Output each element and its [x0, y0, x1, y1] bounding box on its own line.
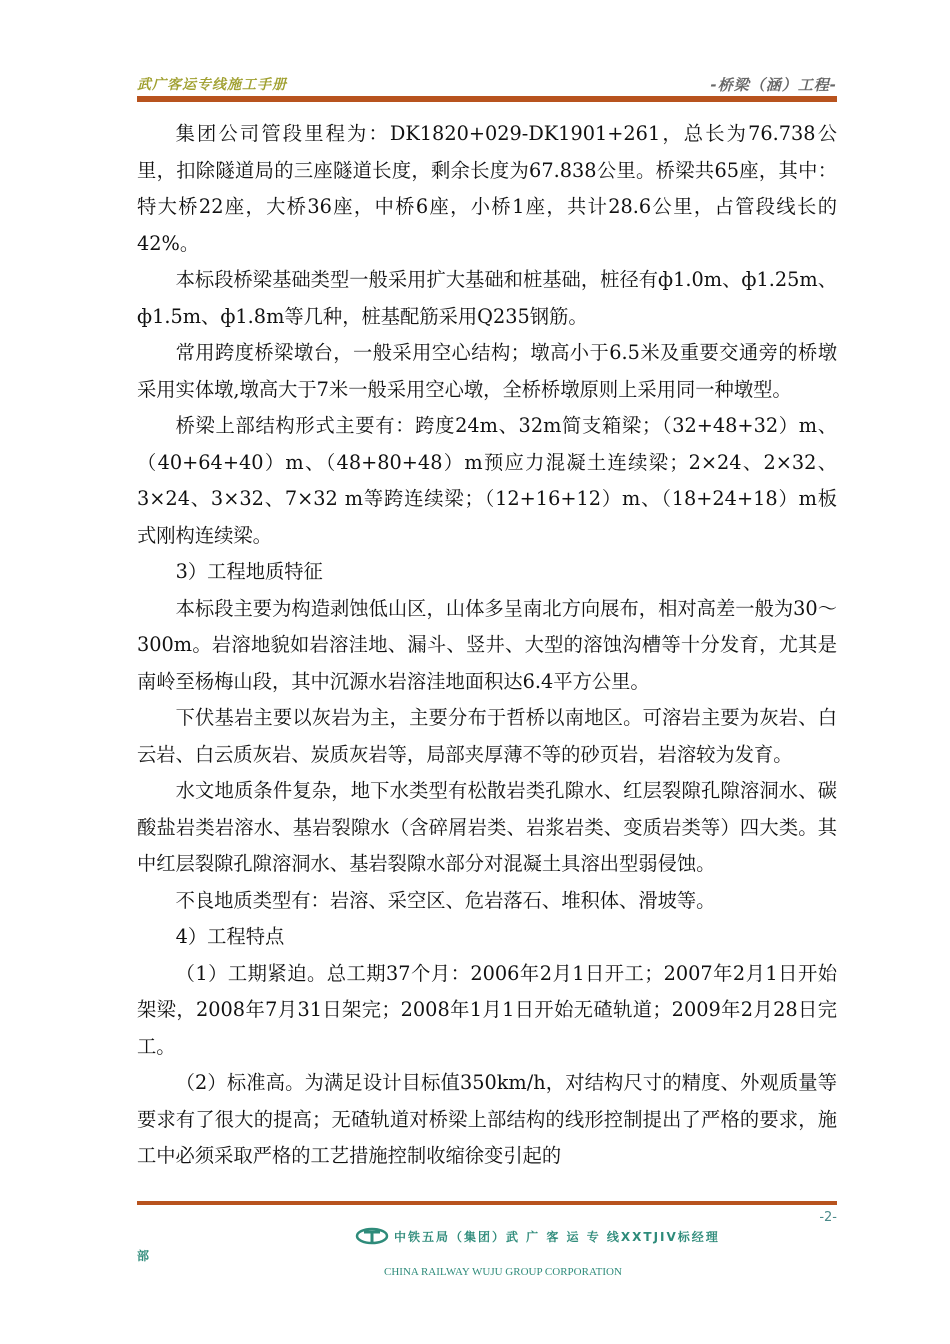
document-body	[137, 116, 837, 1175]
paragraph: （2）标准高。为满足设计目标值350km/h，对结构尺寸的精度、外观质量等要求有了很大的提高；无碴轨道对桥梁上部结构的线形控制提出了严格的要求，施工中必须采取严格的工艺措施控制收缩徐变引起的	[137, 1071, 837, 1167]
page-number: -2-	[819, 1210, 837, 1225]
running-header-title: 武广客运专线施工手册	[137, 77, 287, 93]
running-header-section: -桥梁（涵）工程-	[710, 76, 837, 94]
header-divider	[137, 96, 837, 102]
footer-divider	[137, 1201, 837, 1205]
paragraph: 本标段桥梁基础类型一般采用扩大基础和桩基础，桩径有ф1.0m、ф1.25m、ф1.5m、ф1.8m等几种，桩基配筋采用Q235钢筋。	[137, 268, 837, 328]
paragraph: 下伏基岩主要以灰岩为主，主要分布于哲桥以南地区。可溶岩主要为灰岩、白云岩、白云质灰岩、炭质灰岩等，局部夹厚薄不等的砂页岩，岩溶较为发育。	[137, 706, 837, 766]
paragraph: 不良地质类型有：岩溶、采空区、危岩落石、堆积体、滑坡等。	[175, 888, 716, 912]
paragraph: 本标段主要为构造剥蚀低山区，山体多呈南北方向展布，相对高差一般为30～300m。岩溶地貌如岩溶洼地、漏斗、竖井、大型的溶蚀沟槽等十分发育，尤其是南岭至杨梅山段，其中沉源水岩溶洼地面积达6.4平方公里。	[137, 596, 837, 693]
footer-company-name-continued: 部	[137, 1249, 150, 1263]
paragraph: 集团公司管段里程为：DK1820+029-DK1901+261，总长为76.738公里，扣除隧道局的三座隧道长度，剩余长度为67.838公里。桥梁共65座，其中：特大桥22座，大桥36座，中桥6座，小桥1座，共计28.6公里，占管段线长的42%。	[137, 122, 837, 255]
section-heading: 4）工程特点	[175, 925, 285, 948]
footer-company-name: 中铁五局（集团）武 广 客 运 专 线XXTJIV标经理	[394, 1230, 720, 1244]
company-logo-icon	[355, 1227, 389, 1245]
paragraph: （1）工期紧迫。总工期37个月：2006年2月1日开工；2007年2月1日开始架梁，2008年7月31日架完；2008年1月1日开始无碴轨道；2009年2月28日完工。	[137, 961, 837, 1058]
paragraph: 桥梁上部结构形式主要有：跨度24m、32m简支箱梁；（32+48+32）m、（40+64+40）m、（48+80+48）m预应力混凝土连续梁；2×24、2×32、3×24、3×32、7×32 m等跨连续梁；（12+16+12）m、（18+24+18）m板式刚构连续梁。	[137, 414, 837, 547]
section-heading: 3）工程地质特征	[175, 560, 323, 583]
paragraph: 常用跨度桥梁墩台，一般采用空心结构；墩高小于6.5米及重要交通旁的桥墩采用实体墩,墩高大于7米一般采用空心墩，全桥桥墩原则上采用同一种墩型。	[137, 341, 837, 401]
footer-company-english: CHINA RAILWAY WUJU GROUP CORPORATION	[384, 1266, 622, 1278]
paragraph: 水文地质条件复杂，地下水类型有松散岩类孔隙水、红层裂隙孔隙溶洞水、碳酸盐岩类岩溶水、基岩裂隙水（含碎屑岩类、岩浆岩类、变质岩类等）四大类。其中红层裂隙孔隙溶洞水、基岩裂隙水部分对混凝土具溶出型弱侵蚀。	[137, 779, 837, 875]
